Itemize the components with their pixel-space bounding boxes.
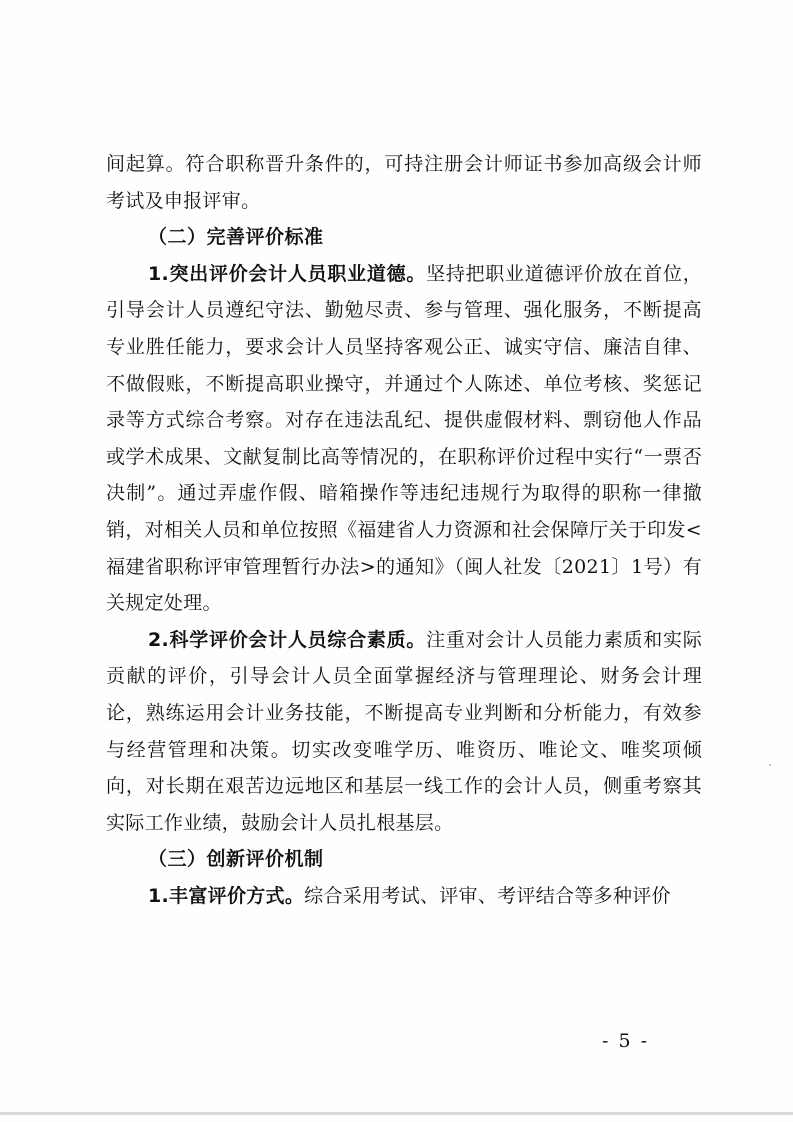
paragraph-body: 坚持把职业道德评价放在首位，引导会计人员遵纪守法、勤勉尽责、参与管理、强化服务，不断提高专业胜任能力，要求会计人员坚持客观公正、诚实守信、廉洁自律、不做假账，不断提高职业操守，并通过个人陈述、单位考核、奖惩记录等方式综合考察。对存在违法乱纪、提供虚假材料、剽窃他人作品或学术成果、文献复制比高等情况的，在职称评价过程中实行“一票否决制”。通过弄虚作假、暗箱操作等违纪违规行为取得的职称一律撤销，对相关人员和单位按照《福建省人力资源和社会保障厅关于印发<福建省职称评审管理暂行办法>的通知》（闽人社发〔2021〕1号）有关规定处理。 (106, 262, 702, 615)
paragraph-body: 注重对会计人员能力素质和实际贡献的评价，引导会计人员全面掌握经济与管理理论、财务会计理论，熟练运用会计业务技能，不断提高专业判断和分析能力，有效参与经营管理和决策。切实改变唯学历、唯资历、唯论文、唯奖项倾向，对长期在艰苦边远地区和基层一线工作的会计人员，侧重考察其实际工作业绩，鼓励会计人员扎根基层。 (106, 628, 702, 834)
paragraph-lead: 1.突出评价会计人员职业道德。 (148, 262, 427, 285)
paragraph-body: 综合采用考试、评审、考评结合等多种评价 (304, 884, 671, 907)
paragraph-comprehensive-quality (106, 622, 702, 842)
paragraph-evaluation-methods (106, 878, 702, 915)
paragraph-lead: 2.科学评价会计人员综合素质。 (148, 628, 427, 651)
scan-speck (769, 764, 771, 766)
paragraph-professional-ethics (106, 256, 702, 622)
page-number: - 5 - (602, 1030, 650, 1052)
continuation-paragraph: 间起算。符合职称晋升条件的，可持注册会计师证书参加高级会计师考试及申报评审。 (106, 153, 702, 212)
body-text (106, 146, 702, 914)
page-bottom-edge (0, 1112, 793, 1115)
section-heading-improve-evaluation-standards: （二）完善评价标准 (148, 226, 324, 249)
section-heading-innovate-evaluation-mechanism: （三）创新评价机制 (148, 848, 324, 871)
paragraph-lead: 1.丰富评价方式。 (148, 884, 305, 907)
